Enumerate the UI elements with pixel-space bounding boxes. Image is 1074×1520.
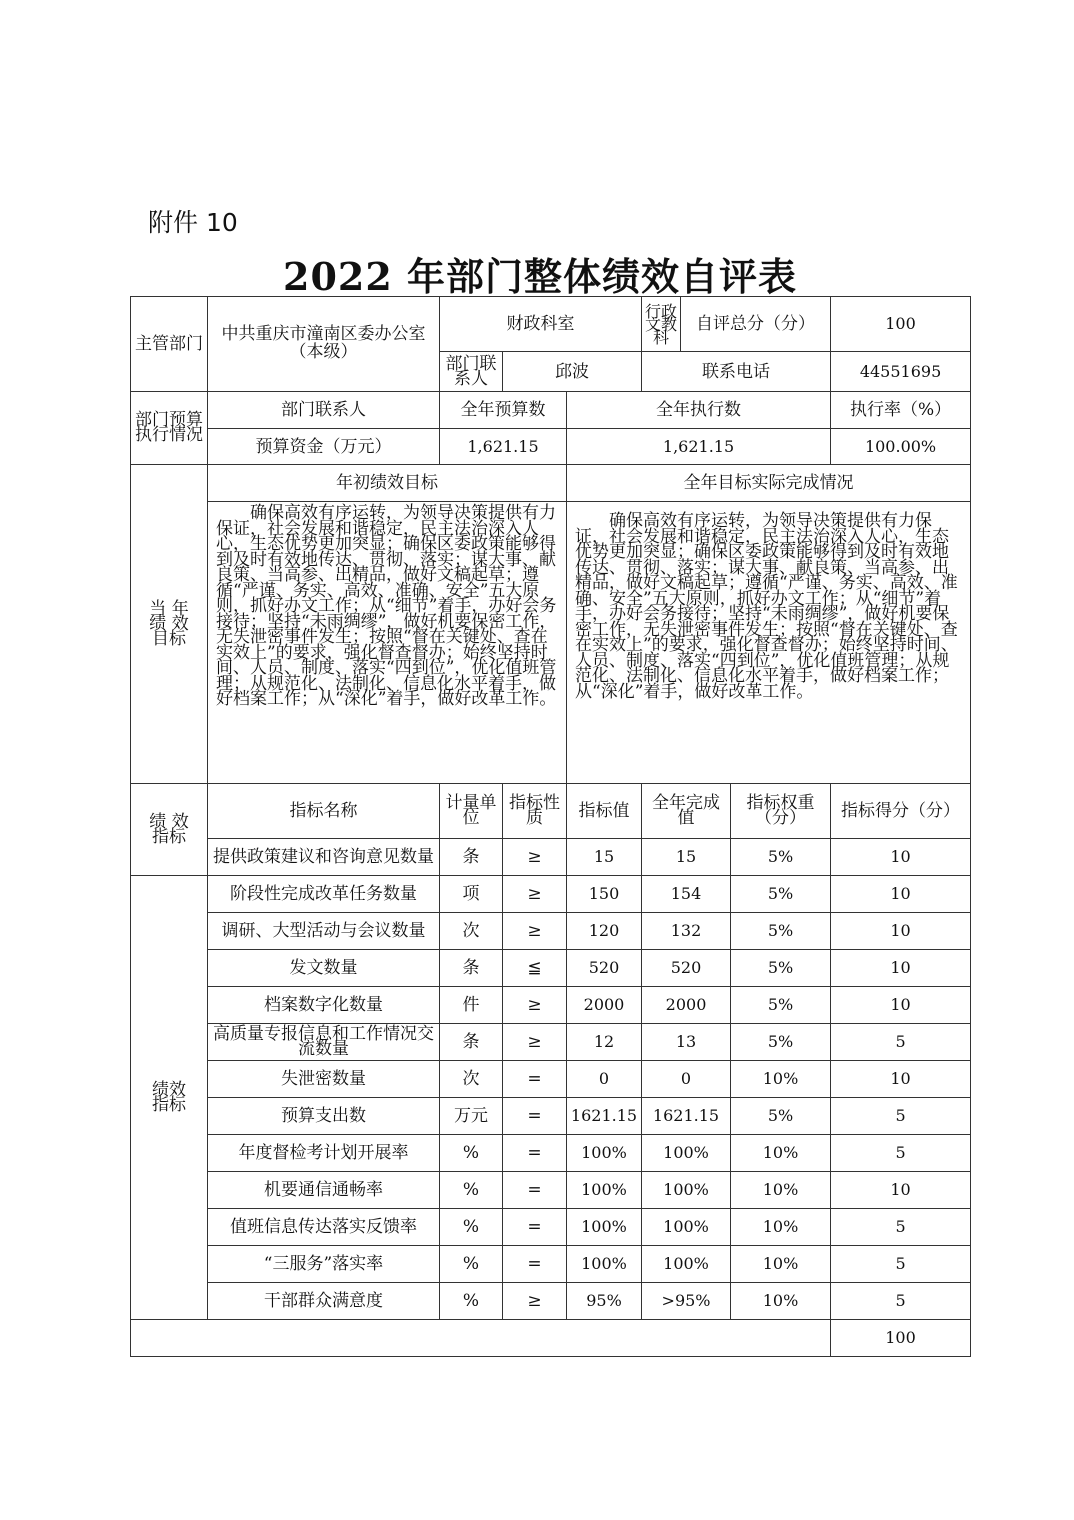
- phone-number: 44551695: [831, 352, 971, 392]
- indicator-name: 值班信息传达落实反馈率: [208, 1209, 440, 1246]
- indicator-target: 0: [567, 1061, 642, 1098]
- indicator-actual: 100%: [642, 1135, 731, 1172]
- indicator-unit: 条: [440, 1024, 503, 1061]
- budget-rate: 100.00%: [831, 429, 971, 465]
- total-score: 100: [831, 1320, 971, 1357]
- indicator-name: 失泄密数量: [208, 1061, 440, 1098]
- goals-text-row: [131, 502, 971, 784]
- indicator-unit: %: [440, 1209, 503, 1246]
- indicator-actual: 15: [642, 839, 731, 876]
- indicator-score: 10: [831, 1061, 971, 1098]
- dept-name: 中共重庆市潼南区委办公室（本级）: [208, 297, 440, 392]
- indicator-nature: =: [503, 1135, 567, 1172]
- indicator-row: [131, 1209, 971, 1246]
- indicator-row: [131, 987, 971, 1024]
- indicator-unit: 条: [440, 839, 503, 876]
- indicator-unit: 次: [440, 1061, 503, 1098]
- indicator-weight: 10%: [731, 1172, 831, 1209]
- indicator-score: 5: [831, 1024, 971, 1061]
- indicator-target: 100%: [567, 1172, 642, 1209]
- indicator-nature: ≥: [503, 987, 567, 1024]
- indicator-weight: 5%: [731, 839, 831, 876]
- indicator-weight: 10%: [731, 1135, 831, 1172]
- indicator-row: [131, 1283, 971, 1320]
- indicator-row: [131, 1172, 971, 1209]
- initial-goals-header: 年初绩效目标: [208, 465, 567, 502]
- indicator-nature: =: [503, 1061, 567, 1098]
- indicator-target: 1621.15: [567, 1098, 642, 1135]
- actual-goals-text: 确保高效有序运转，为领导决策提供有力保证，社会发展和谐稳定，民主法治深入人心，生态优势更加突显；确保区委政策能够得到及时有效地传达、贯彻、落实；谋大事、献良策、当高参、出精品，做好文稿起草；遵循“严谨、务实、高效、准确、安全”五大原则，抓好办文工作；从“细节”着手，办好会务接待；坚持“未雨绸缪”，做好机要保密工作，无失泄密事件发生；按照“督在关键处、查在实效上”的要求，强化督查督办；始终坚持时间、人员、制度、落实“四到位”，优化值班管理；从规范化、法制化、信息化水平着手，做好档案工作；从“深化”着手，做好改革工作。: [567, 502, 971, 784]
- indicator-target: 120: [567, 913, 642, 950]
- indicator-nature: =: [503, 1246, 567, 1283]
- indicator-row: [131, 1024, 971, 1061]
- indicator-target: 95%: [567, 1283, 642, 1320]
- indicator-score: 10: [831, 876, 971, 913]
- indicator-unit: %: [440, 1283, 503, 1320]
- header-actual: 全年完成值: [642, 784, 731, 839]
- indicator-target: 12: [567, 1024, 642, 1061]
- budget-label: 部门预算执行情况: [131, 392, 208, 465]
- indicator-target: 100%: [567, 1135, 642, 1172]
- indicator-target: 15: [567, 839, 642, 876]
- indicator-target: 2000: [567, 987, 642, 1024]
- indicator-actual: 2000: [642, 987, 731, 1024]
- indicator-row: [131, 876, 971, 913]
- indicator-target: 100%: [567, 1246, 642, 1283]
- header-indicator-name: 指标名称: [208, 784, 440, 839]
- indicator-weight: 5%: [731, 950, 831, 987]
- indicator-header-row: [131, 784, 971, 839]
- contact-name: 邱波: [503, 352, 642, 392]
- indicator-nature: ≥: [503, 913, 567, 950]
- indicator-nature: ≥: [503, 1024, 567, 1061]
- self-score: 100: [831, 297, 971, 352]
- indicator-unit: 条: [440, 950, 503, 987]
- indicator-actual: 0: [642, 1061, 731, 1098]
- indicator-score: 10: [831, 987, 971, 1024]
- indicator-score: 5: [831, 1246, 971, 1283]
- indicator-target: 100%: [567, 1209, 642, 1246]
- indicator-nature: ≥: [503, 839, 567, 876]
- indicator-name: 档案数字化数量: [208, 987, 440, 1024]
- indicator-score: 5: [831, 1098, 971, 1135]
- total-row: [131, 1320, 971, 1357]
- phone-label: 联系电话: [642, 352, 831, 392]
- indicator-name: 高质量专报信息和工作情况交流数量: [208, 1024, 440, 1061]
- indicator-actual: 132: [642, 913, 731, 950]
- indicator-name: 预算支出数: [208, 1098, 440, 1135]
- indicator-row: [131, 1135, 971, 1172]
- budget-col-contact: 部门联系人: [208, 392, 440, 429]
- indicator-weight: 10%: [731, 1061, 831, 1098]
- indicator-actual: 13: [642, 1024, 731, 1061]
- indicator-target: 520: [567, 950, 642, 987]
- indicator-nature: ≦: [503, 950, 567, 987]
- indicator-weight: 5%: [731, 1098, 831, 1135]
- indicator-name: 机要通信通畅率: [208, 1172, 440, 1209]
- contact-label: 部门联系人: [440, 352, 503, 392]
- indicator-name: 干部群众满意度: [208, 1283, 440, 1320]
- indicator-name: 年度督检考计划开展率: [208, 1135, 440, 1172]
- indicator-weight: 10%: [731, 1209, 831, 1246]
- indicator-unit: %: [440, 1135, 503, 1172]
- indicator-target: 150: [567, 876, 642, 913]
- indicator-actual: 100%: [642, 1172, 731, 1209]
- indicator-weight: 5%: [731, 1024, 831, 1061]
- budget-total: 1,621.15: [440, 429, 567, 465]
- indicator-weight: 10%: [731, 1246, 831, 1283]
- indicator-unit: 件: [440, 987, 503, 1024]
- budget-col-total: 全年预算数: [440, 392, 567, 429]
- dept-label: 主管部门: [131, 297, 208, 392]
- budget-col-rate: 执行率（%）: [831, 392, 971, 429]
- indicator-row: [131, 1061, 971, 1098]
- indicator-actual: 1621.15: [642, 1098, 731, 1135]
- indicator-name: 调研、大型活动与会议数量: [208, 913, 440, 950]
- indicator-row: [131, 913, 971, 950]
- indicator-name: 发文数量: [208, 950, 440, 987]
- indicator-row: [131, 839, 971, 876]
- budget-executed: 1,621.15: [567, 429, 831, 465]
- indicator-row: [131, 1098, 971, 1135]
- indicator-unit: 次: [440, 913, 503, 950]
- indicator-nature: ≥: [503, 876, 567, 913]
- budget-header-row: [131, 392, 971, 429]
- indicator-unit: 项: [440, 876, 503, 913]
- indicator-unit: %: [440, 1246, 503, 1283]
- header-unit: 计量单位: [440, 784, 503, 839]
- indicator-nature: =: [503, 1098, 567, 1135]
- initial-goals-text: 确保高效有序运转，为领导决策提供有力保证，社会发展和谐稳定，民主法治深入人心，生态优势更加突显；确保区委政策能够得到及时有效地传达、贯彻、落实；谋大事、献良策、当高参、出精品，做好文稿起草；遵循“严谨、务实、高效、准确、安全”五大原则，抓好办文工作；从“细节”着手，办好会务接待；坚持“未雨绸缪”，做好机要保密工作，无失泄密事件发生；按照“督在关键处、查在实效上”的要求，强化督查督办；始终坚持时间、人员、制度、落实“四到位”，优化值班管理；从规范化、法制化、信息化水平着手，做好档案工作；从“深化”着手，做好改革工作。: [208, 502, 567, 784]
- indicator-name: 提供政策建议和咨询意见数量: [208, 839, 440, 876]
- indicator-actual: 100%: [642, 1246, 731, 1283]
- indicator-nature: ≥: [503, 1283, 567, 1320]
- budget-value-row: [131, 429, 971, 465]
- indicator-label-main: 绩效指标: [131, 876, 208, 1320]
- budget-row-label: 预算资金（万元）: [208, 429, 440, 465]
- indicator-actual: 520: [642, 950, 731, 987]
- indicator-weight: 5%: [731, 876, 831, 913]
- indicator-name: “三服务”落实率: [208, 1246, 440, 1283]
- attachment-label: 附件 10: [148, 208, 238, 237]
- section-type: 行政文教科: [642, 297, 681, 352]
- indicator-row: [131, 1246, 971, 1283]
- budget-col-executed: 全年执行数: [567, 392, 831, 429]
- indicator-actual: 154: [642, 876, 731, 913]
- indicator-nature: =: [503, 1172, 567, 1209]
- indicator-score: 5: [831, 1135, 971, 1172]
- indicator-score: 10: [831, 1172, 971, 1209]
- page-title: 2022 年部门整体绩效自评表: [283, 254, 797, 299]
- indicator-unit: %: [440, 1172, 503, 1209]
- indicator-score: 10: [831, 913, 971, 950]
- goals-header-row: [131, 465, 971, 502]
- header-target: 指标值: [567, 784, 642, 839]
- indicator-score: 5: [831, 1209, 971, 1246]
- indicator-weight: 5%: [731, 987, 831, 1024]
- actual-goals-header: 全年目标实际完成情况: [567, 465, 971, 502]
- indicator-weight: 10%: [731, 1283, 831, 1320]
- section-name: 财政科室: [440, 297, 642, 352]
- indicator-weight: 5%: [731, 913, 831, 950]
- indicator-actual: >95%: [642, 1283, 731, 1320]
- header-score: 指标得分（分）: [831, 784, 971, 839]
- indicator-name: 阶段性完成改革任务数量: [208, 876, 440, 913]
- info-row-1: [131, 297, 971, 352]
- indicator-score: 5: [831, 1283, 971, 1320]
- indicator-score: 10: [831, 950, 971, 987]
- indicator-label-top: 绩 效 指标: [131, 784, 208, 876]
- indicator-actual: 100%: [642, 1209, 731, 1246]
- indicator-row: [131, 950, 971, 987]
- indicator-nature: =: [503, 1209, 567, 1246]
- score-label: 自评总分（分）: [681, 297, 831, 352]
- goals-label: 当 年 绩 效 目标: [131, 465, 208, 784]
- header-weight: 指标权重（分）: [731, 784, 831, 839]
- indicator-score: 10: [831, 839, 971, 876]
- header-nature: 指标性质: [503, 784, 567, 839]
- indicator-unit: 万元: [440, 1098, 503, 1135]
- evaluation-table: [130, 296, 971, 1357]
- total-label-cell: [131, 1320, 831, 1357]
